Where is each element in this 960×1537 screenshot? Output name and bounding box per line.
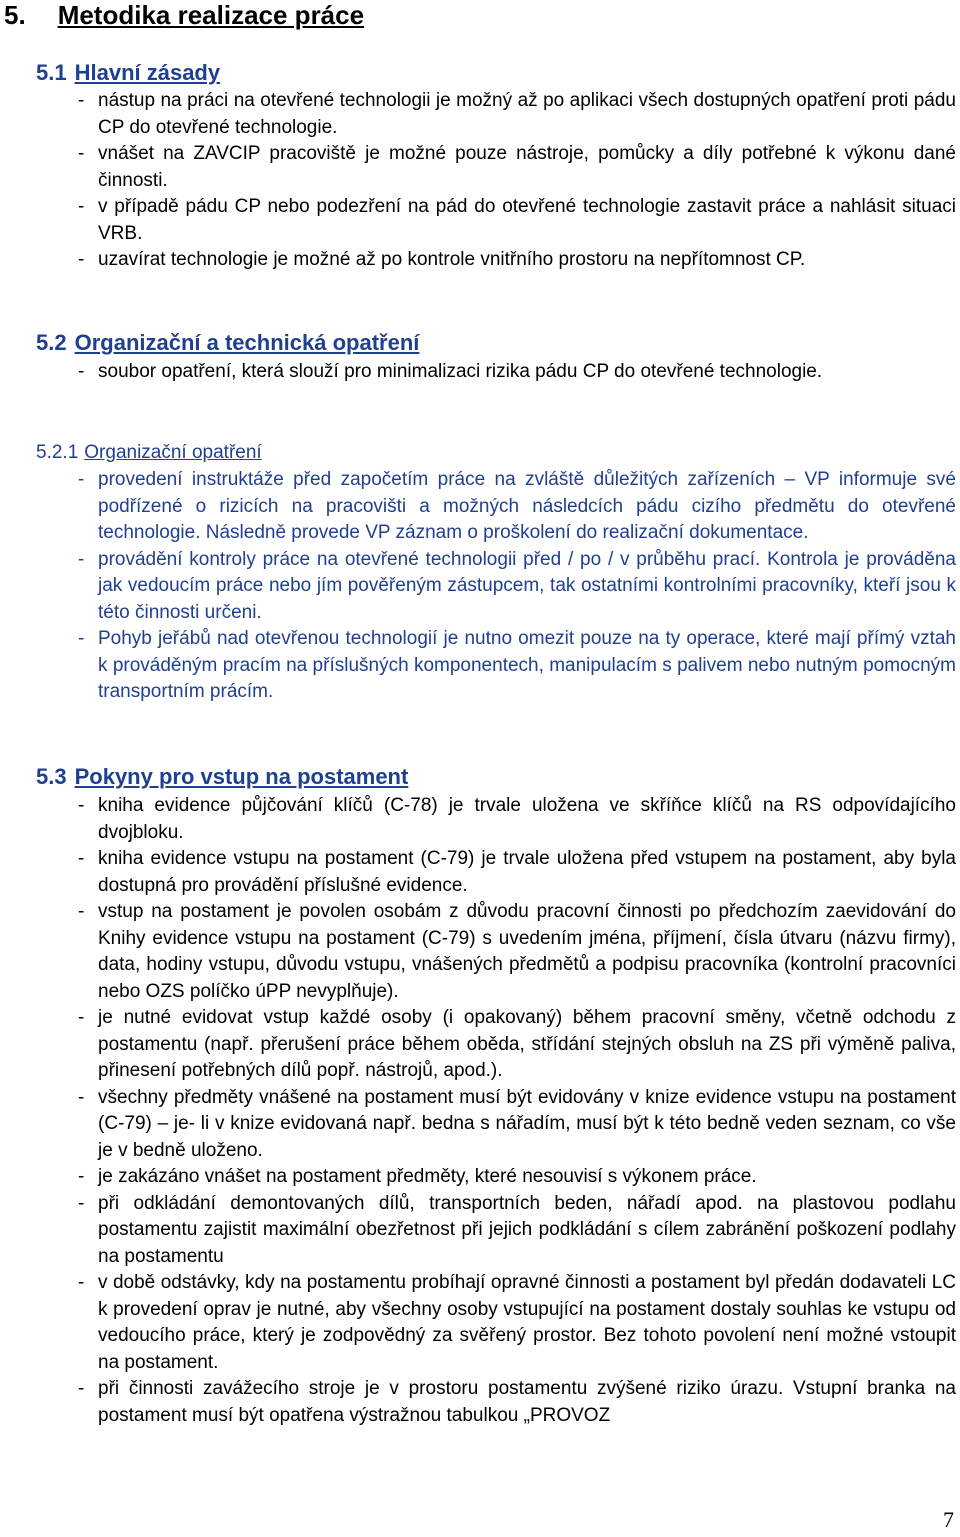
chapter-number: 5.	[4, 0, 26, 30]
list-item: - provádění kontroly práce na otevřené technologii před / po / v průběhu prací. Kontrola je prováděna jak vedoucím práce nebo jím pověřeným zástupcem, tak ostatními kontrolními pracovníky, kteří jsou k této činnosti určeni.	[78, 548, 956, 623]
section-number: 5.2	[36, 330, 67, 355]
section-5-2-1-list	[58, 467, 956, 706]
list-item: - je zakázáno vnášet na postament předměty, které nesouvisí s výkonem práce.	[78, 1166, 757, 1187]
list-item: - je nutné evidovat vstup každé osoby (i opakovaný) během pracovní směny, včetně odchodu z postamentu (např. přerušení práce během oběda, střídání stejných obsluh na ZS při výměně paliva, přinesení potřebných dílů popř. nástrojů, apod.).	[78, 1007, 956, 1081]
section-number: 5.3	[36, 764, 67, 789]
list-item: - kniha evidence půjčování klíčů (C-78) je trvale uložena ve skříňce klíčů na RS odpovídajícího dvojbloku.	[78, 795, 956, 843]
list-item: - nástup na práci na otevřené technologii je možný až po aplikaci všech dostupných opatření proti pádu CP do otevřené technologie.	[78, 90, 956, 138]
section-heading-5-1	[36, 60, 220, 86]
section-5-2-list	[58, 359, 956, 386]
list-item: - provedení instruktáže před započetím práce na zvláště důležitých zařízeních – VP informuje své podřízené o rizicích na pracovišti a možných následcích pádu cizího předmětu do otevřené technologie. Následně provede VP záznam o proškolení do realizační dokumentace.	[78, 469, 956, 543]
section-title: Organizační a technická opatření	[74, 330, 420, 355]
list-item: - uzavírat technologie je možné až po kontrole vnitřního prostoru na nepřítomnost CP.	[78, 249, 806, 270]
list-item: - všechny předměty vnášené na postament musí být evidovány v knize evidence vstupu na postament (C-79) – je- li v knize evidovaná např. bedna s nářadím, musí být k této bedně veden seznam, co vše je v bedně uloženo.	[78, 1086, 956, 1161]
section-number: 5.1	[36, 60, 67, 85]
section-5-3-list	[58, 793, 956, 1429]
page-number: 7	[943, 1507, 954, 1532]
section-heading-5-2-1	[36, 440, 262, 466]
chapter-heading	[4, 0, 364, 30]
section-title: Organizační opatření	[84, 442, 262, 463]
list-item: - při odkládání demontovaných dílů, transportních beden, nářadí apod. na plastovou podlahu postamentu zajistit maximální obezřetnost při jejich podkládání s cílem zabránění poškození podlahy na postamentu	[78, 1192, 956, 1267]
section-title: Pokyny pro vstup na postament	[74, 764, 409, 789]
section-number: 5.2.1	[36, 442, 79, 463]
section-title: Hlavní zásady	[74, 60, 221, 85]
section-heading-5-3	[36, 764, 408, 790]
section-5-1-list	[58, 88, 956, 274]
list-item: - v případě pádu CP nebo podezření na pád do otevřené technologie zastavit práce a nahlásit situaci VRB.	[78, 196, 956, 244]
section-heading-5-2	[36, 330, 419, 356]
list-item: - vnášet na ZAVCIP pracoviště je možné pouze nástroje, pomůcky a díly potřebné k výkonu dané činnosti.	[78, 143, 956, 191]
list-item: - Pohyb jeřábů nad otevřenou technologií je nutno omezit pouze na ty operace, které mají přímý vztah k prováděným pracím na příslušných komponentech, manipulacím s palivem nebo nutným pomocným transportním prácím.	[78, 628, 956, 702]
list-item: - při činnosti zavážecího stroje je v prostoru postamentu zvýšené riziko úrazu. Vstupní branka na postament musí být opatřena výstražnou tabulkou „PROVOZ	[78, 1378, 956, 1426]
list-item: - v době odstávky, kdy na postamentu probíhají opravné činnosti a postament byl předán dodavateli LC k provedení oprav je nutné, aby všechny osoby vstupující na postament dostaly souhlas ke vstupu od vedoucího práce, který je zodpovědný za svěřený prostor. Bez tohoto povolení není možné vstoupit na postament.	[78, 1272, 956, 1373]
chapter-title: Metodika realizace práce	[57, 0, 365, 30]
list-item: - kniha evidence vstupu na postament (C-79) je trvale uložena před vstupem na postament, aby byla dostupná pro provádění příslušné evidence.	[78, 848, 956, 896]
list-item: - vstup na postament je povolen osobám z důvodu pracovní činnosti po předchozím zaevidování do Knihy evidence vstupu na postament (C-79) s uvedením jména, příjmení, čísla útvaru (názvu firmy), data, hodiny vstupu, důvodu vstupu, vnášených předmětů a podpisu pracovníka (kontrolní pracovníci nebo OZS políčko úPP nevyplňuje).	[78, 901, 956, 1002]
list-item: - soubor opatření, která slouží pro minimalizaci rizika pádu CP do otevřené technologie.	[78, 361, 823, 382]
